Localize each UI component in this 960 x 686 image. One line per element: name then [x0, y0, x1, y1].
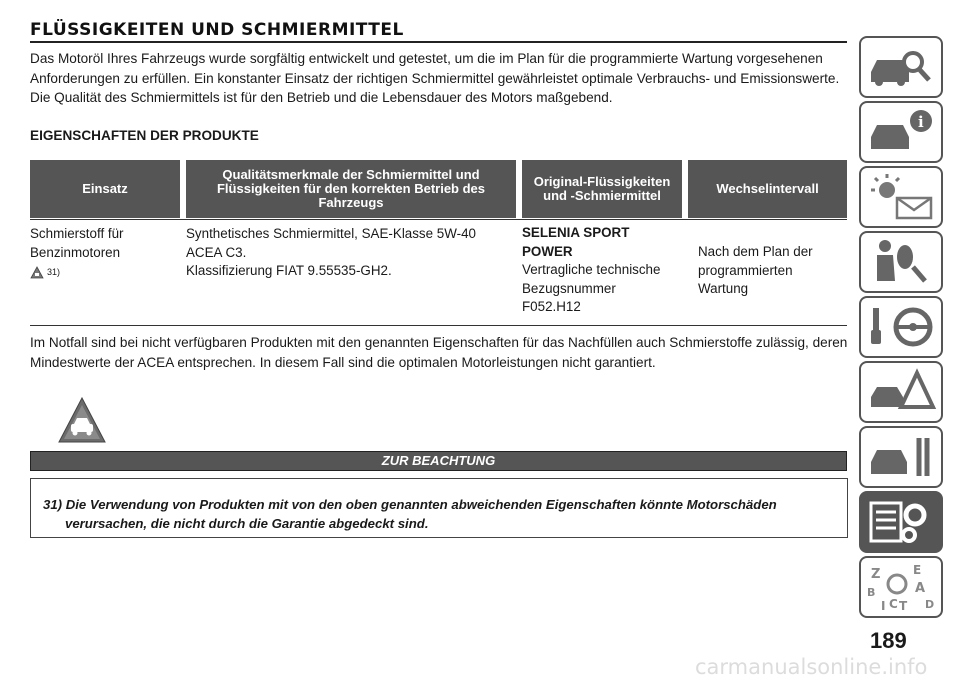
- tab-steering[interactable]: [859, 296, 943, 358]
- svg-text:D: D: [925, 598, 935, 611]
- product-line-5: F052.H12: [522, 299, 581, 314]
- product-name-2: POWER: [522, 243, 573, 259]
- product-name-1: SELENIA SPORT: [522, 225, 630, 240]
- steering-key-icon: [865, 302, 937, 352]
- table-header-interval: Wechselintervall: [688, 160, 847, 218]
- car-maintenance-icon: [865, 432, 937, 482]
- tab-specifications[interactable]: [859, 491, 943, 553]
- svg-text:I: I: [881, 599, 886, 612]
- use-line-1: Schmierstoff für: [30, 226, 124, 241]
- use-line-2: Benzinmotoren: [30, 244, 121, 260]
- warning-note-box: [30, 478, 848, 538]
- tab-warning-lights[interactable]: [859, 166, 943, 228]
- table-cell-interval: [698, 243, 848, 299]
- svg-text:C: C: [889, 597, 898, 611]
- tab-maintenance[interactable]: [859, 426, 943, 488]
- tab-car-search[interactable]: [859, 36, 943, 98]
- warning-bar: ZUR BEACHTUNG: [30, 451, 847, 471]
- quality-line-2: ACEA C3.: [186, 244, 247, 260]
- tab-airbag[interactable]: [859, 231, 943, 293]
- intro-paragraph: Das Motoröl Ihres Fahrzeugs wurde sorgfältig entwickelt und getestet, um die im Plan für die programmierte Wartung vorgesehenen Anforderungen zu erfüllen. Ein konstanter Einsatz der richtigen Schmiermittel gewährleistet optimale Verbrauchs- und Emissionswerte. Die Qualität des Schmiermittels ist für den Betrieb und die Lebensdauer des Motors maßgebend.: [30, 51, 840, 105]
- car-info-icon: [865, 107, 937, 157]
- interval-line-1: Nach dem Plan der: [698, 244, 813, 259]
- warning-triangle-icon: [30, 266, 44, 279]
- section-heading: EIGENSCHAFTEN DER PRODUKTE: [30, 128, 259, 143]
- footnote-reference[interactable]: [30, 263, 180, 282]
- svg-text:i: i: [918, 113, 924, 131]
- car-warning-icon: [57, 396, 107, 446]
- title-rule: [30, 41, 847, 43]
- tab-emergency[interactable]: [859, 361, 943, 423]
- table-cell-product: [522, 224, 682, 317]
- table-bottom-rule: [30, 325, 847, 326]
- product-line-4: Bezugsnummer: [522, 280, 616, 296]
- svg-text:A: A: [915, 581, 926, 596]
- table-cell-use: [30, 225, 180, 282]
- svg-text:E: E: [913, 563, 922, 577]
- index-letters-icon: [865, 562, 937, 612]
- table-cell-quality: [186, 225, 516, 281]
- quality-line-1: Synthetisches Schmiermittel, SAE-Klasse 5W-40: [186, 226, 476, 241]
- svg-text:B: B: [867, 586, 876, 599]
- airbag-passenger-icon: [865, 237, 937, 287]
- interval-line-2: programmierten: [698, 262, 793, 278]
- quality-line-3: Klassifizierung FIAT 9.55535-GH2.: [186, 263, 392, 278]
- warning-lights-icon: [865, 172, 937, 222]
- notice-paragraph: Im Notfall sind bei nicht verfügbaren Produkten mit den genannten Eigenschaften für das Nachfüllen auch Schmierstoffe zulässig, deren Mindestwerte der ACEA entsprechen. In diesem Fall sind die optimalen Motorleistungen nicht garantiert.: [30, 335, 848, 370]
- tab-index[interactable]: [859, 556, 943, 618]
- table-header-rule: [30, 219, 847, 220]
- warning-note: 31) Die Verwendung von Produkten mit von den oben genannten abweichenden Eigenschaften könnte Motorschäden verursachen, die nicht durch die Garantie abgedeckt sind.: [43, 497, 777, 531]
- page-title: FLÜSSIGKEITEN UND SCHMIERMITTEL: [30, 20, 404, 40]
- page-number: 189: [870, 628, 907, 653]
- table-header-quality: Qualitätsmerkmale der Schmiermittel und Flüssigkeiten für den korrekten Betrieb des Fahrzeugs: [186, 160, 516, 218]
- footnote-number: 31): [47, 267, 61, 277]
- watermark: carmanualsonline.info: [695, 655, 928, 679]
- table-header-use: Einsatz: [30, 160, 180, 218]
- interval-line-3: Wartung: [698, 281, 749, 296]
- svg-text:Z: Z: [871, 567, 881, 582]
- svg-text:T: T: [899, 599, 908, 612]
- tab-car-info[interactable]: [859, 101, 943, 163]
- car-search-icon: [865, 42, 937, 92]
- table-header-product: Original-Flüssigkeiten und -Schmiermittel: [522, 160, 682, 218]
- specifications-gear-icon: [865, 497, 937, 547]
- car-emergency-icon: [865, 367, 937, 417]
- product-line-3: Vertragliche technische: [522, 262, 661, 277]
